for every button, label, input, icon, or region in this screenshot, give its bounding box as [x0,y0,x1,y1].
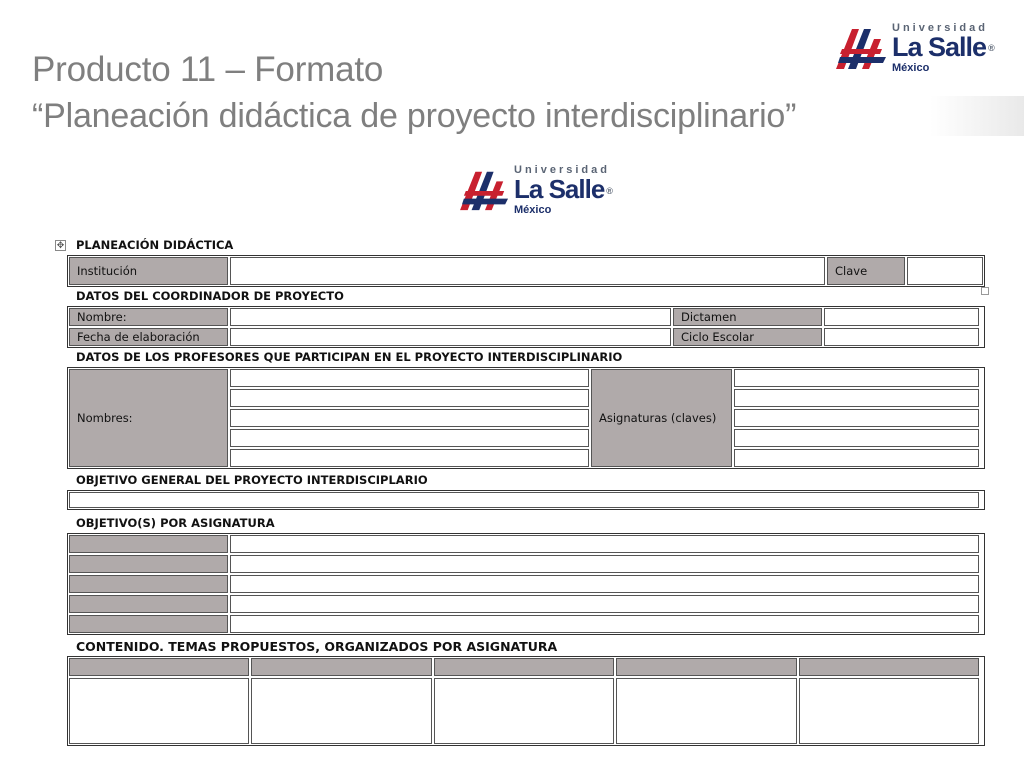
profesor-nombre-field[interactable] [230,409,589,427]
logo-country-text: México [892,62,930,75]
profesor-nombre-field[interactable] [230,449,589,467]
slide-title-line-1: Producto 11 – Formato [32,50,384,89]
clave-field[interactable] [907,257,983,285]
coordinator-table [67,306,985,348]
objetivo-asignatura-field[interactable] [230,555,979,573]
logo-university-text: Universidad [514,164,610,176]
contenido-header-cell[interactable] [251,658,432,676]
contenido-field[interactable] [251,678,432,744]
objetivo-general-field[interactable] [69,492,979,508]
document-logo [460,164,612,216]
asignatura-cell[interactable] [69,615,228,633]
table-move-handle-icon[interactable]: ✥ [56,240,65,250]
section-header-objetivos-asignatura: OBJETIVO(S) POR ASIGNATURA [76,516,275,530]
logo-brand-text: La Salle [892,32,987,62]
section-header-profesores: DATOS DE LOS PROFESORES QUE PARTICIPAN EN EL PROYECTO INTERDISCIPLINARIO [76,350,623,364]
university-logo [836,22,994,74]
asignatura-cell[interactable] [69,595,228,613]
contenido-field[interactable] [69,678,249,744]
logo-university-text: Universidad [892,22,988,34]
logo-registered-mark: ® [606,186,612,197]
general-objective-table [67,490,985,510]
contenido-header-cell[interactable] [434,658,614,676]
asignaturas-label: Asignaturas (claves) [591,369,732,467]
section-header-coordinador: DATOS DEL COORDINADOR DE PROYECTO [76,289,344,303]
lasalle-emblem-icon [460,166,510,214]
logo-registered-mark: ® [988,43,994,54]
institucion-field[interactable] [230,257,825,285]
asignatura-cell[interactable] [69,555,228,573]
objetivo-asignatura-field[interactable] [230,575,979,593]
slide-title [32,46,796,140]
institucion-label: Institución [69,257,228,285]
contenido-header-cell[interactable] [69,658,249,676]
clave-label: Clave [827,257,905,285]
fecha-field[interactable] [230,328,671,346]
objetivo-asignatura-field[interactable] [230,595,979,613]
nombres-label: Nombres: [69,369,228,467]
profesor-nombre-field[interactable] [230,429,589,447]
contenido-field[interactable] [616,678,797,744]
ciclo-label: Ciclo Escolar [673,328,822,346]
lasalle-emblem-icon [836,23,888,73]
logo-brand-text: La Salle [514,174,605,204]
asignatura-clave-field[interactable] [734,449,979,467]
asignatura-clave-field[interactable] [734,429,979,447]
content-table [67,656,985,746]
asignatura-cell[interactable] [69,535,228,553]
nombre-label: Nombre: [69,308,228,326]
objetivo-asignatura-field[interactable] [230,615,979,633]
institution-table [67,255,985,287]
contenido-field[interactable] [799,678,979,744]
logo-country-text: México [514,204,552,217]
dictamen-label: Dictamen [673,308,822,326]
asignatura-cell[interactable] [69,575,228,593]
contenido-field[interactable] [434,678,614,744]
subject-objectives-table [67,533,985,635]
profesor-nombre-field[interactable] [230,369,589,387]
asignatura-clave-field[interactable] [734,389,979,407]
professors-table [67,367,985,469]
planning-form [67,236,985,746]
decorative-band [930,96,1024,136]
slide-title-line-2: “Planeación didáctica de proyecto interdisciplinario” [32,97,797,135]
objetivo-asignatura-field[interactable] [230,535,979,553]
asignatura-clave-field[interactable] [734,369,979,387]
section-header-objetivo-general: OBJETIVO GENERAL DEL PROYECTO INTERDISCIPLARIO [76,473,428,487]
section-header-planeacion: PLANEACIÓN DIDÁCTICA [76,238,234,252]
dictamen-field[interactable] [824,308,979,326]
ciclo-field[interactable] [824,328,979,346]
section-header-contenido: CONTENIDO. TEMAS PROPUESTOS, ORGANIZADOS POR ASIGNATURA [76,639,558,654]
asignatura-clave-field[interactable] [734,409,979,427]
nombre-field[interactable] [230,308,671,326]
fecha-label: Fecha de elaboración [69,328,228,346]
profesor-nombre-field[interactable] [230,389,589,407]
contenido-header-cell[interactable] [616,658,797,676]
contenido-header-cell[interactable] [799,658,979,676]
